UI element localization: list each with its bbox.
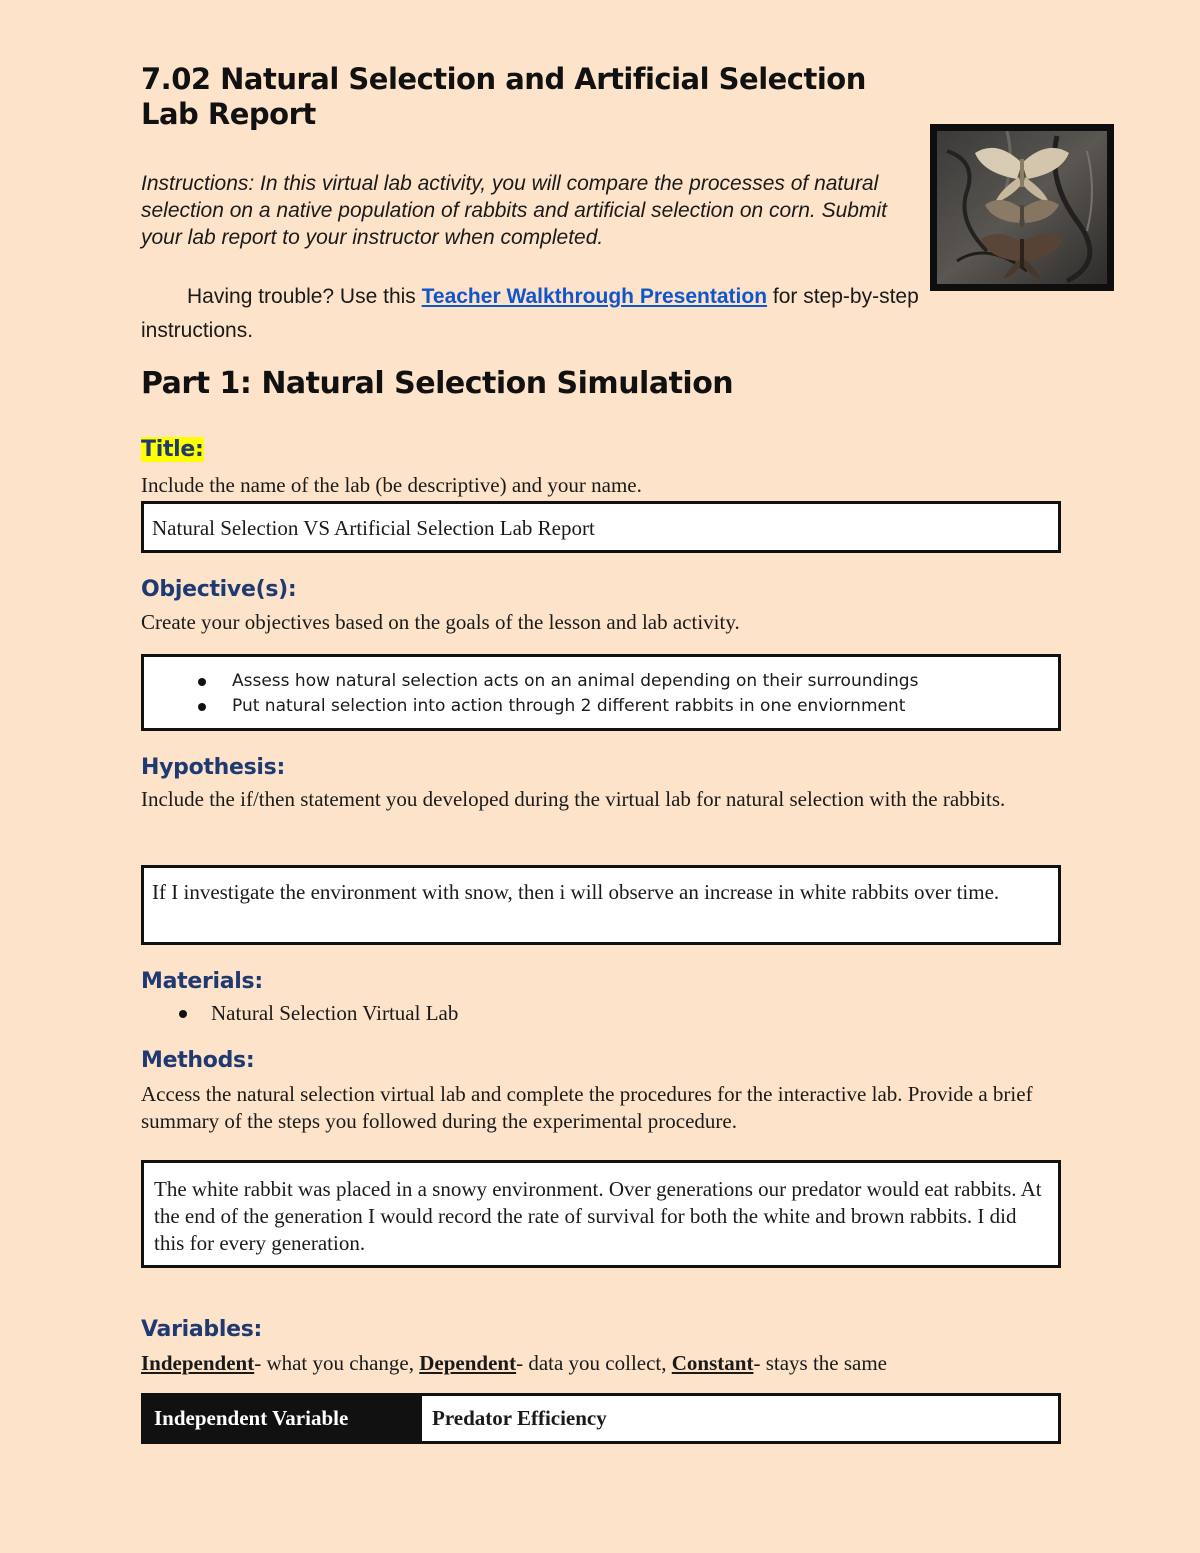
objectives-list [152, 669, 1050, 719]
peppered-moth-image [930, 124, 1114, 291]
hypothesis-prompt: Include the if/then statement you developed during the virtual lab for natural selection with the rabbits. [141, 787, 1006, 811]
help-text-after: for step-by-step instructions. [141, 285, 919, 342]
document-title-line-1: 7.02 Natural Selection and Artificial Selection [141, 62, 866, 96]
independent-description: - what you change, [254, 1351, 420, 1375]
objectives-section-heading: Objective(s): [141, 577, 297, 602]
dependent-description: - data you collect, [516, 1351, 672, 1375]
instructions-text: : In this virtual lab activity, you will compare the processes of natural selection on a native population of rabbits and artificial selection on corn. Submit your lab report to your instructor when completed. [141, 172, 887, 249]
constant-description: - stays the same [753, 1351, 887, 1375]
objectives-prompt: Create your objectives based on the goals of the lesson and lab activity. [141, 610, 740, 634]
dependent-label: Dependent [419, 1351, 517, 1375]
methods-section-heading: Methods: [141, 1048, 255, 1073]
objective-item: Assess how natural selection acts on an animal depending on their surroundings [152, 669, 1050, 694]
instructions-label: Instructions [141, 172, 249, 195]
hypothesis-answer-box[interactable]: If I investigate the environment with snow, then i will observe an increase in white rabbits over time. [141, 865, 1061, 945]
independent-label: Independent [141, 1351, 255, 1375]
help-paragraph [141, 280, 931, 348]
title-section-heading: Title: [141, 437, 204, 462]
variables-legend [141, 1350, 1061, 1377]
independent-variable-value-cell[interactable]: Predator Efficiency [432, 1406, 607, 1430]
variables-section-heading: Variables: [141, 1317, 263, 1342]
material-item: Natural Selection Virtual Lab [141, 1000, 458, 1027]
independent-variable-label-cell: Independent Variable [144, 1396, 422, 1441]
variables-table [141, 1393, 1061, 1444]
hypothesis-section-heading: Hypothesis: [141, 755, 285, 780]
methods-answer-box[interactable]: The white rabbit was placed in a snowy environment. Over generations our predator would eat rabbits. At the end of the generation I would record the rate of survival for both the white and brown rabbits. I did this for every generation. [141, 1160, 1061, 1268]
title-answer-box[interactable]: Natural Selection VS Artificial Selection Lab Report [141, 501, 1061, 553]
instructions-paragraph [141, 170, 926, 251]
teacher-walkthrough-link[interactable]: Teacher Walkthrough Presentation [421, 285, 768, 308]
document-title-line-2: Lab Report [141, 97, 316, 131]
objectives-answer-box[interactable] [141, 654, 1061, 731]
moth-illustration [937, 131, 1107, 284]
title-prompt: Include the name of the lab (be descriptive) and your name. [141, 473, 642, 497]
constant-label: Constant [671, 1351, 754, 1375]
materials-section-heading: Materials: [141, 969, 263, 994]
document-title [141, 62, 981, 132]
part-1-heading: Part 1: Natural Selection Simulation [141, 366, 734, 401]
methods-prompt: Access the natural selection virtual lab and complete the procedures for the interactive lab. Provide a brief summary of the steps you followed during the experimental procedure. [141, 1082, 1033, 1133]
help-text-before: Having trouble? Use this [187, 285, 422, 308]
objective-item: Put natural selection into action through 2 different rabbits in one enviornment [152, 694, 1050, 719]
materials-list [141, 1000, 458, 1027]
